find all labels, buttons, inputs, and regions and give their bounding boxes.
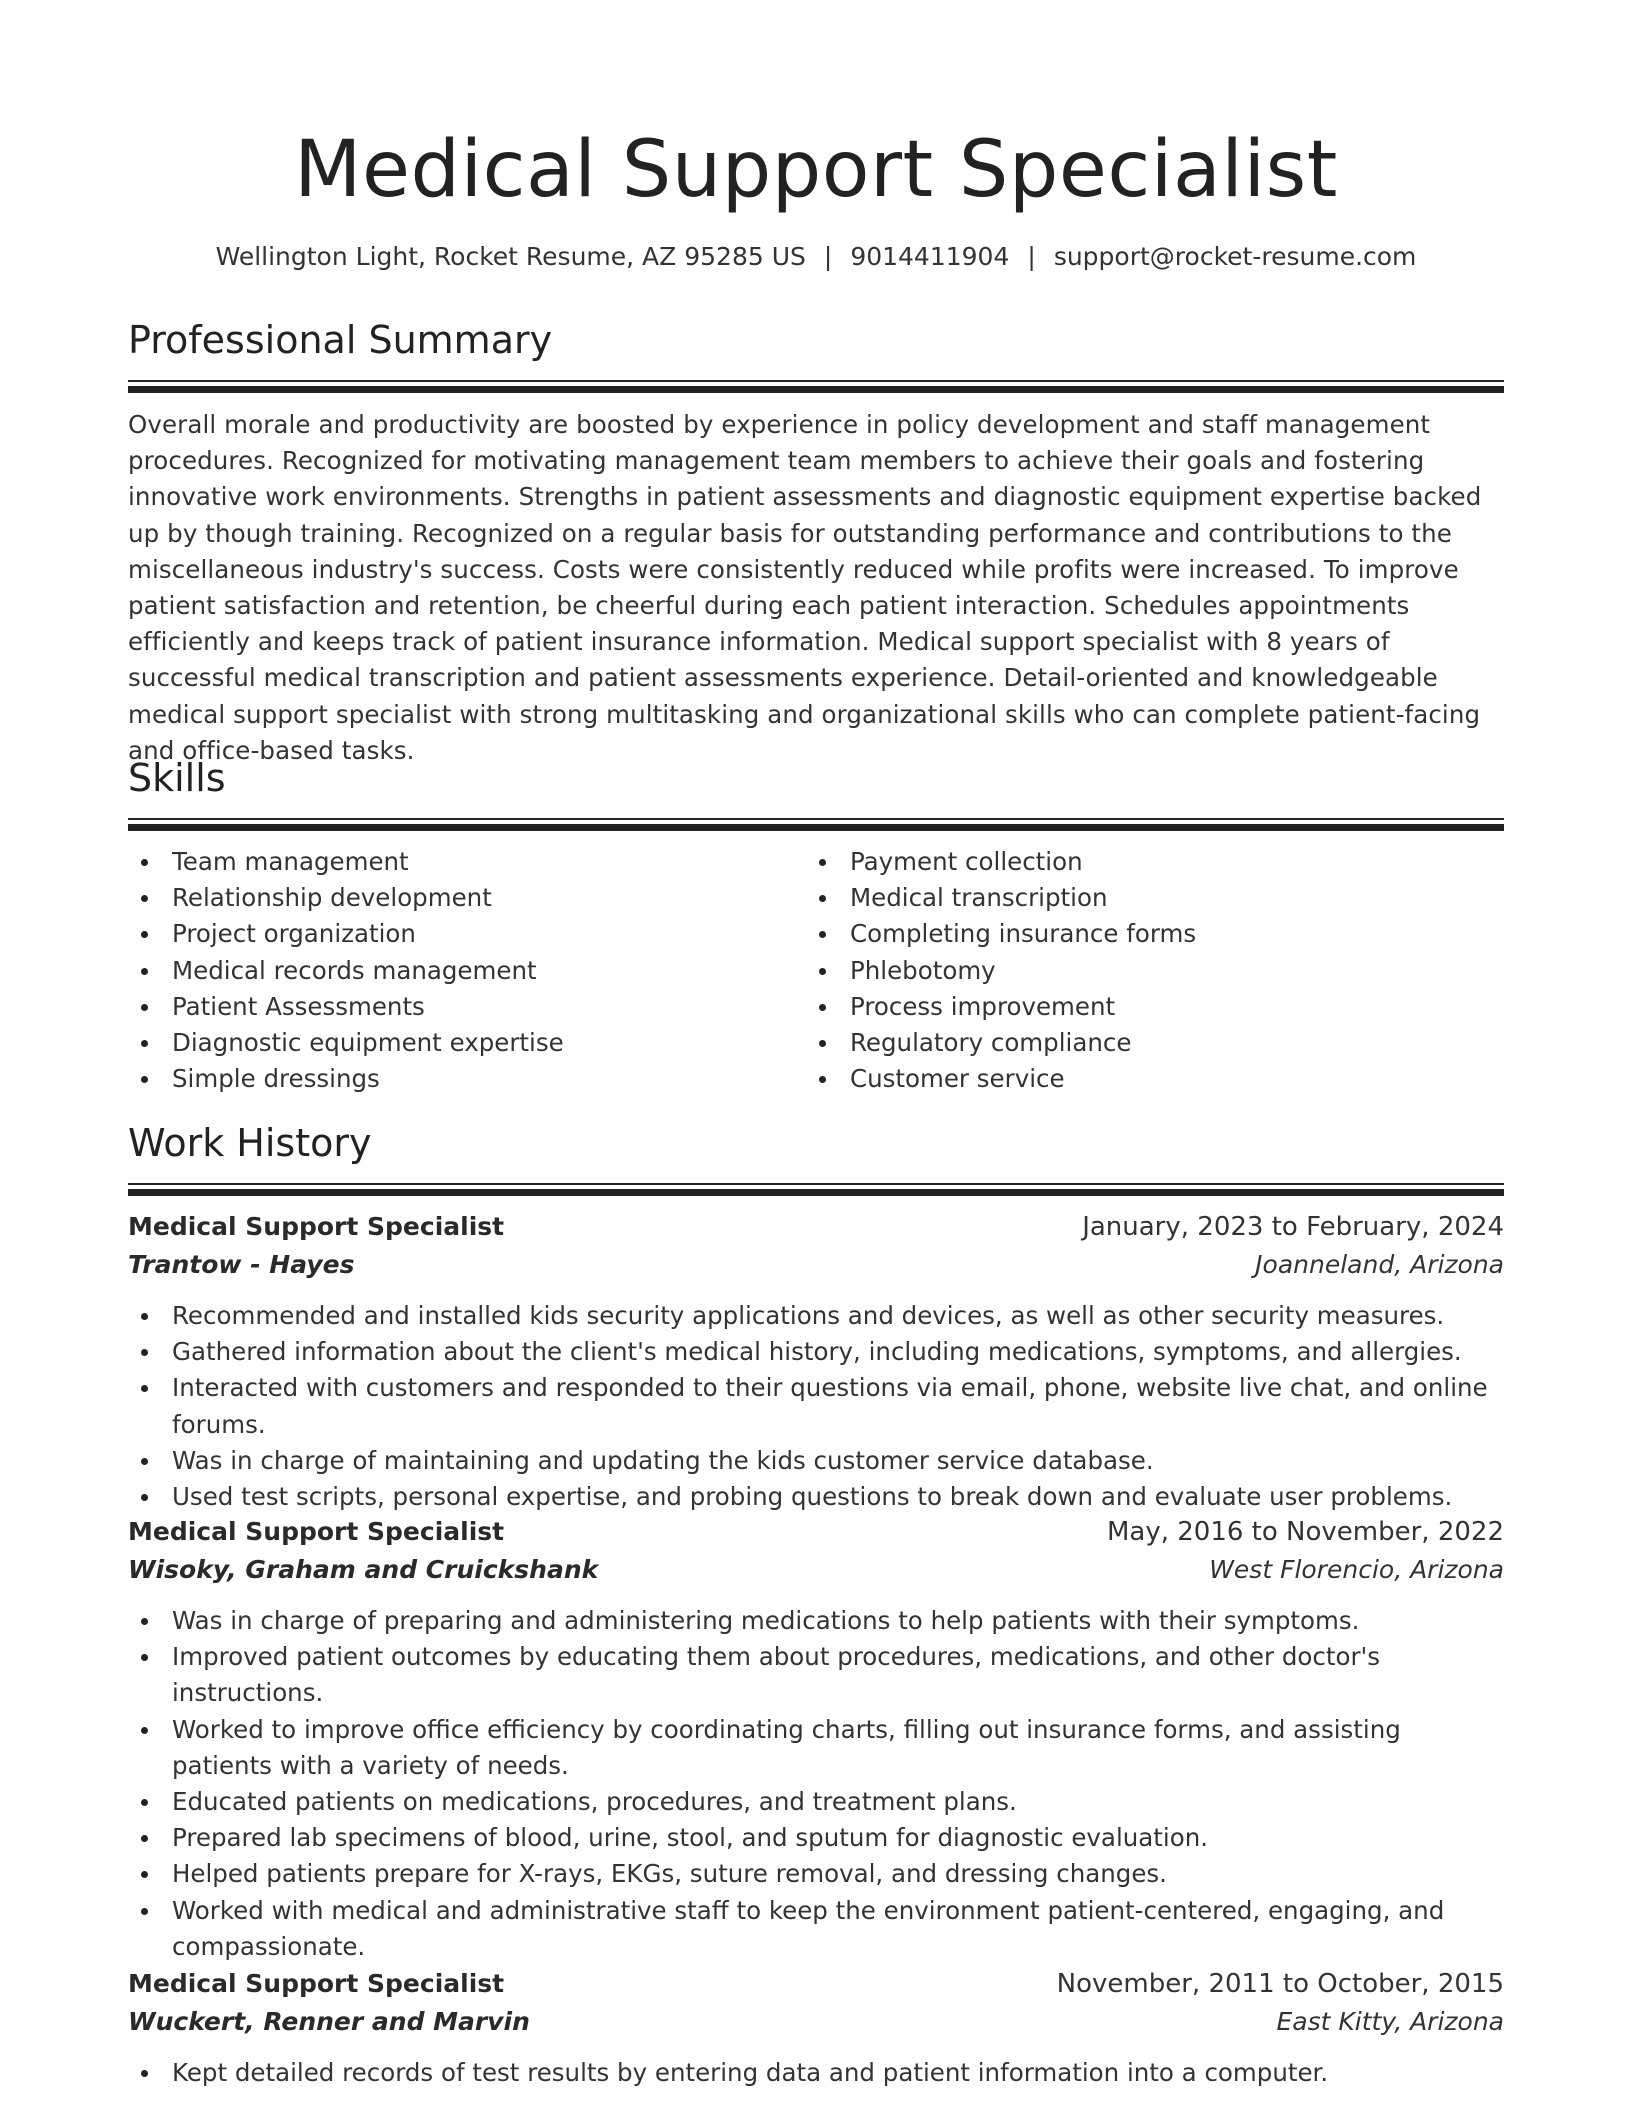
job-dates: May, 2016 to November, 2022 xyxy=(1106,1517,1504,1547)
job-company: Trantow - Hayes xyxy=(128,1250,355,1279)
job-location: Joanneland, Arizona xyxy=(1255,1250,1504,1279)
resume-content xyxy=(128,0,1504,2087)
skill-item: Process improvement xyxy=(806,989,1484,1025)
section-divider xyxy=(128,818,1504,831)
skill-item: Phlebotomy xyxy=(806,953,1484,989)
job-duty: Recommended and installed kids security applications and devices, as well as other security measures. xyxy=(128,1298,1504,1334)
contact-separator: | xyxy=(823,242,833,271)
job-company: Wisoky, Graham and Cruickshank xyxy=(128,1555,599,1584)
skill-item: Customer service xyxy=(806,1061,1484,1097)
job-company: Wuckert, Renner and Marvin xyxy=(128,2007,530,2036)
summary-text: Overall morale and productivity are boosted by experience in policy development and staff management procedures. Recognized for motivating management team members to achieve their goals and fostering innovative work environments. Strengths in patient assessments and diagnostic equipment expertise backed up by though training. Recognized on a regular basis for outstanding performance and contributions to the miscellaneous industry's success. Costs were consistently reduced while profits were increased. To improve patient satisfaction and retention, be cheerful during each patient interaction. Schedules appointments efficiently and keeps track of patient insurance information. Medical support specialist with 8 years of successful medical transcription and patient assessments experience. Detail-oriented and knowledgeable medical support specialist with strong multitasking and organizational skills who can complete patient-facing and office-based tasks. xyxy=(128,410,1482,765)
job-duty: Kept detailed records of test results by entering data and patient information into a computer. xyxy=(128,2055,1504,2091)
job-location: West Florencio, Arizona xyxy=(1209,1555,1504,1584)
job-title: Medical Support Specialist xyxy=(128,1517,505,1546)
job-duties xyxy=(128,1603,1504,1965)
job-location: East Kitty, Arizona xyxy=(1276,2007,1504,2036)
job-duty: Was in charge of preparing and administering medications to help patients with their symptoms. xyxy=(128,1603,1504,1639)
section-divider xyxy=(128,380,1504,393)
job-title: Medical Support Specialist xyxy=(128,1969,505,1998)
skill-item: Project organization xyxy=(128,916,806,952)
job-duty: Interacted with customers and responded to their questions via email, phone, website live chat, and online forums. xyxy=(128,1370,1504,1442)
skill-item: Patient Assessments xyxy=(128,989,806,1025)
job-duty: Was in charge of maintaining and updating the kids customer service database. xyxy=(128,1443,1504,1479)
skill-item: Medical transcription xyxy=(806,880,1484,916)
section-divider xyxy=(128,1183,1504,1196)
skill-item: Regulatory compliance xyxy=(806,1025,1484,1061)
job-entry xyxy=(128,1514,1504,1965)
resume-name: Medical Support Specialist xyxy=(294,125,1338,215)
skill-item: Team management xyxy=(128,844,806,880)
job-entry xyxy=(128,1209,1504,1515)
contact-address: Wellington Light, Rocket Resume, AZ 95285 US xyxy=(215,242,806,271)
job-duty: Used test scripts, personal expertise, and probing questions to break down and evaluate user problems. xyxy=(128,1479,1504,1515)
job-duty: Improved patient outcomes by educating them about procedures, medications, and other doctor's instructions. xyxy=(128,1639,1504,1711)
skills-list-right xyxy=(806,844,1484,1097)
contact-email[interactable]: support@rocket-resume.com xyxy=(1053,242,1417,271)
job-duties xyxy=(128,1298,1504,1515)
skill-item: Relationship development xyxy=(128,880,806,916)
contact-line xyxy=(128,240,1504,274)
section-title-skills: Skills xyxy=(128,756,226,800)
job-duty: Helped patients prepare for X-rays, EKGs, suture removal, and dressing changes. xyxy=(128,1856,1504,1892)
section-title-summary: Professional Summary xyxy=(128,318,553,362)
skills-list-left xyxy=(128,844,806,1097)
contact-separator: | xyxy=(1027,242,1036,271)
skill-item: Payment collection xyxy=(806,844,1484,880)
job-duties xyxy=(128,2055,1504,2091)
job-dates: November, 2011 to October, 2015 xyxy=(1056,1969,1504,1999)
job-duty: Worked with medical and administrative staff to keep the environment patient-centered, engaging, and compassionate. xyxy=(128,1893,1504,1965)
skill-item: Diagnostic equipment expertise xyxy=(128,1025,806,1061)
job-title: Medical Support Specialist xyxy=(128,1212,505,1241)
skills-section xyxy=(128,754,1504,1097)
skill-item: Completing insurance forms xyxy=(806,916,1484,952)
skill-item: Simple dressings xyxy=(128,1061,806,1097)
summary-section xyxy=(128,316,1504,769)
job-entry xyxy=(128,1966,1504,2091)
skills-grid xyxy=(128,844,1504,1097)
work-history-section xyxy=(128,1119,1504,1196)
skill-item: Medical records management xyxy=(128,953,806,989)
job-duty: Educated patients on medications, procedures, and treatment plans. xyxy=(128,1784,1504,1820)
job-dates: January, 2023 to February, 2024 xyxy=(1082,1212,1504,1242)
job-duty: Worked to improve office efficiency by coordinating charts, filling out insurance forms, and assisting patients with a variety of needs. xyxy=(128,1712,1504,1784)
contact-phone: 9014411904 xyxy=(850,242,1010,271)
job-duty: Gathered information about the client's medical history, including medications, symptoms, and allergies. xyxy=(128,1334,1504,1370)
job-duty: Prepared lab specimens of blood, urine, stool, and sputum for diagnostic evaluation. xyxy=(128,1820,1504,1856)
section-title-work-history: Work History xyxy=(128,1121,372,1165)
